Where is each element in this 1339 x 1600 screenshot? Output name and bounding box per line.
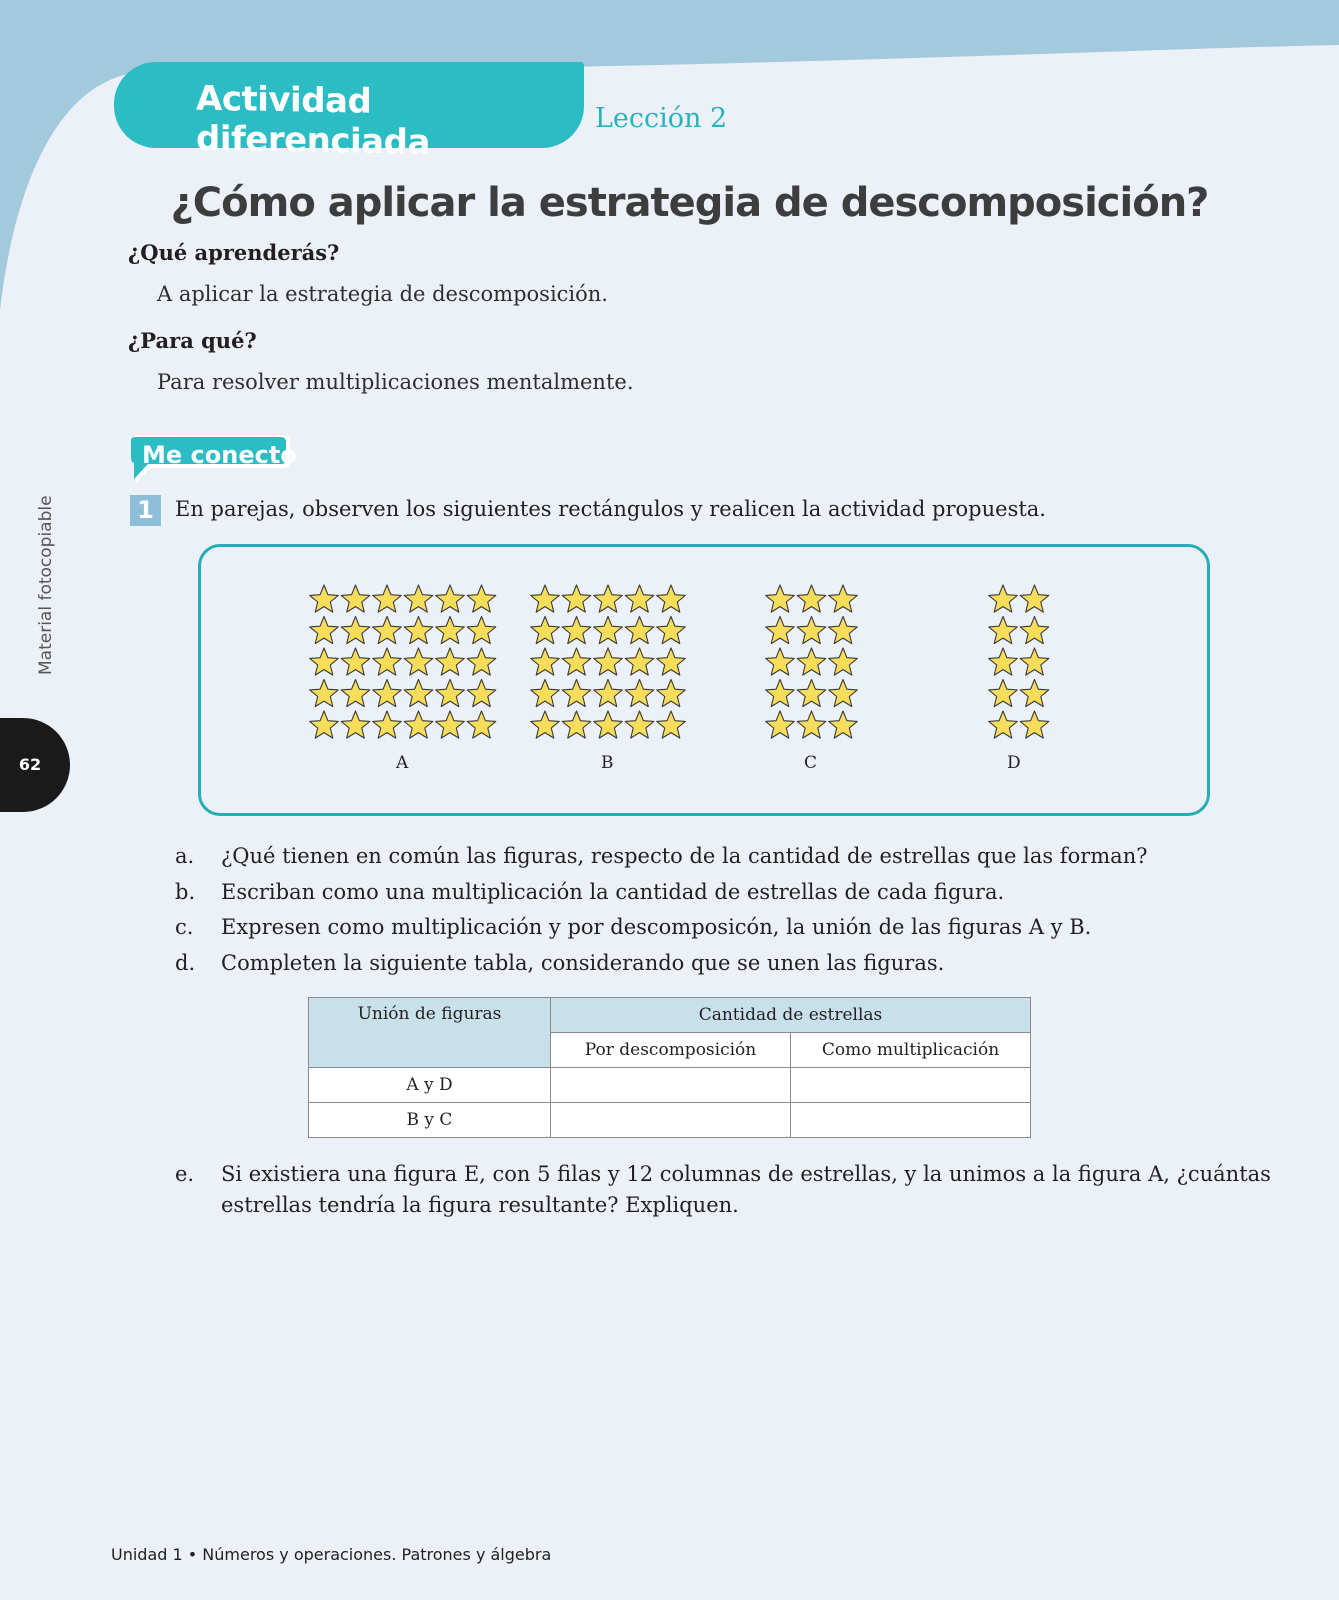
question-text-line1: Si existiera una figura E, con 5 filas y 12 columnas de estrellas, y la unimos a la figura A, ¿cuántas [221, 1162, 1271, 1186]
table-subheader-multiplication: Como multiplicación [791, 1033, 1031, 1068]
figures-frame [198, 544, 1210, 816]
question-letter: d. [175, 951, 196, 975]
table-subheader-decomposition: Por descomposición [551, 1033, 791, 1068]
footer: Unidad 1 • Números y operaciones. Patrones y álgebra [111, 1545, 552, 1564]
table-header-stars: Cantidad de estrellas [551, 998, 1031, 1033]
activity-title-tab [114, 62, 584, 163]
question-text-line2: estrellas tendría la figura resultante? Expliquen. [221, 1193, 739, 1217]
question-a [175, 844, 1147, 868]
purpose-heading: ¿Para qué? [128, 328, 257, 353]
table-row [309, 1068, 1031, 1103]
question-e [175, 1162, 1271, 1186]
question-d [175, 951, 944, 975]
page-number: 62 [0, 718, 70, 812]
question-text: Escriban como una multiplicación la cantidad de estrellas de cada figura. [221, 880, 1005, 904]
activity-instruction: En parejas, observen los siguientes rectángulos y realicen la actividad propuesta. [175, 497, 1046, 521]
question-letter: c. [175, 915, 194, 939]
question-c [175, 915, 1091, 939]
table-cell-decomposition[interactable] [551, 1068, 791, 1103]
table-cell-multiplication[interactable] [791, 1068, 1031, 1103]
purpose-text: Para resolver multiplicaciones mentalmente. [157, 370, 634, 394]
page-title: ¿Cómo aplicar la estrategia de descomposición? [170, 180, 1209, 226]
question-text: Expresen como multiplicación y por descomposicón, la unión de las figuras A y B. [221, 915, 1092, 939]
question-letter: e. [175, 1162, 195, 1186]
table-cell-decomposition[interactable] [551, 1103, 791, 1138]
learn-heading: ¿Qué aprenderás? [128, 240, 340, 265]
table-row [309, 1103, 1031, 1138]
table-cell-union: A y D [309, 1068, 551, 1103]
question-letter: a. [175, 844, 195, 868]
lesson-label: Lección 2 [595, 103, 728, 134]
side-label: Material fotocopiable [36, 495, 56, 675]
table-cell-union: B y C [309, 1103, 551, 1138]
figure-label-c: C [804, 753, 818, 773]
question-text: ¿Qué tienen en común las figuras, respecto de la cantidad de estrellas que las forman? [221, 844, 1148, 868]
figure-label-a: A [396, 753, 409, 773]
table-header-union: Unión de figuras [309, 998, 551, 1068]
stars-table [308, 997, 1031, 1138]
figure-label-b: B [601, 753, 614, 773]
learn-text: A aplicar la estrategia de descomposición. [157, 282, 608, 306]
activity-title: Actividad diferenciada [196, 78, 430, 163]
activity-number: 1 [130, 495, 161, 526]
header-background-wave [0, 0, 1339, 320]
figure-label-d: D [1007, 753, 1021, 773]
question-e-continued [221, 1193, 739, 1217]
table-cell-multiplication[interactable] [791, 1103, 1031, 1138]
me-conecto-label: Me conecto [142, 441, 297, 469]
question-text: Completen la siguiente tabla, considerando que se unen las figuras. [221, 951, 945, 975]
me-conecto-badge [130, 435, 297, 491]
question-b [175, 880, 1004, 904]
question-letter: b. [175, 880, 196, 904]
